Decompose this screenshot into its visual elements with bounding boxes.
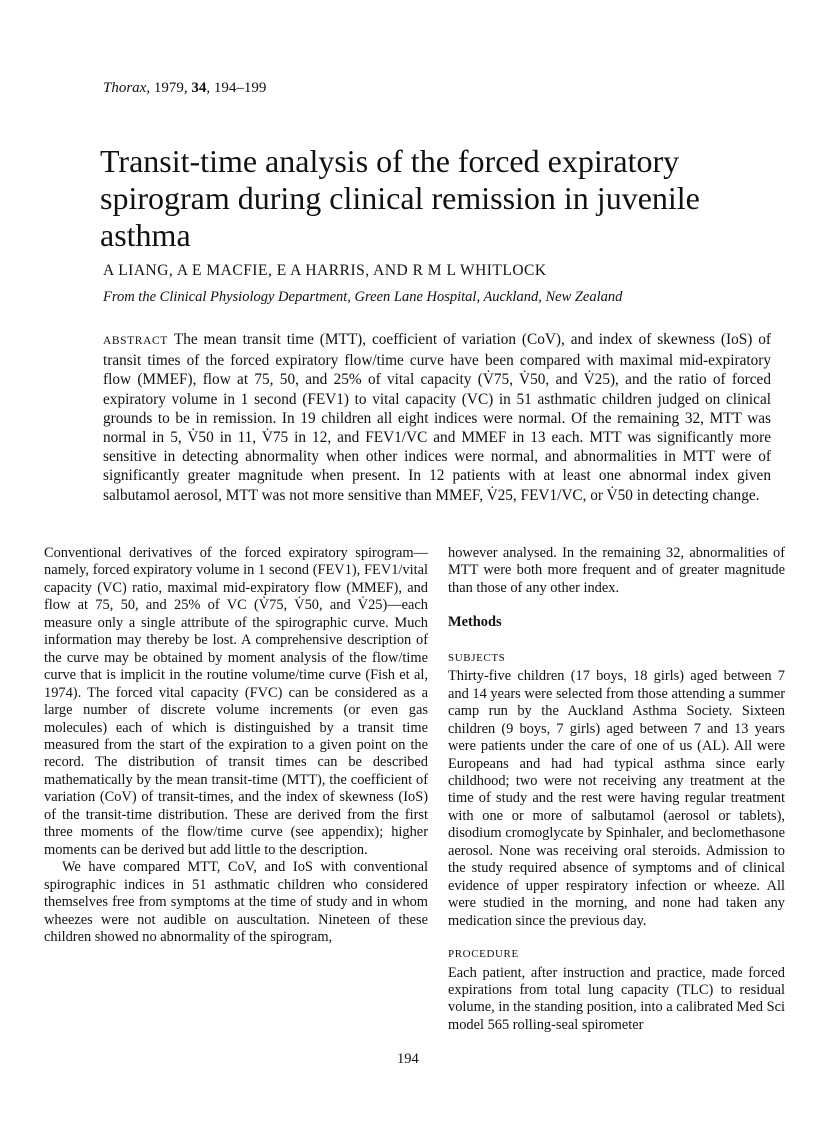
right-column <box>448 545 785 1034</box>
intro-paragraph-3: however analysed. In the remaining 32, abnormalities of MTT were both more frequent and of greater magnitude than those of any other index. <box>448 545 785 596</box>
abstract-text: The mean transit time (MTT), coefficient of variation (CoV), and index of skewness (IoS) of transit times of the forced expiratory flow/time curve have been compared with maximal mid-expiratory flow (MMEF), flow at 75, 50, and 25% of vital capacity (V̇75, V̇50, and V̇25), and the ratio of forced expiratory volume in 1 second (FEV1) to vital capacity (VC) in 51 asthmatic children judged on clinical grounds to be in remission. In 19 children all eight indices were normal. Of the remaining 32, MTT was normal in 5, V̇50 in 11, V̇75 in 12, and FEV1/VC and MMEF in 13 each. MTT was significantly more sensitive in detecting abnormality when other indices were normal, and abnormalities in MTT were of significantly greater magnitude when present. In 12 patients with at least one abnormal index given salbutamol aerosol, MTT was not more sensitive than MMEF, V̇25, FEV1/VC, or V̇50 in detecting change. <box>103 331 771 504</box>
intro-paragraph-1: Conventional derivatives of the forced expiratory spirogram—namely, forced expiratory volume in 1 second (FEV1), FEV1/vital capacity (VC) ratio, maximal mid-expiratory flow (MMEF), and flow at 75, 50, and 25% of VC (V̇75, V̇50, and V̇25)—each measure only a single attribute of the spirographic curve. Much information may thereby be lost. A comprehensive description of the curve may be obtained by moment analysis of the flow/time curve that is implicit in the routine volume/time curve (Fish et al, 1974). The forced vital capacity (FVC) can be considered as a large number of discrete volume increments (or even gas molecules) each of which is distinguished by a transit time measured from the start of the expiration to a given point on the record. The distribution of transit times can be described mathematically by the mean transit-time (MTT), the coefficient of variation (CoV) of transit-times, and the index of skewness (IoS) of the transit-time distribution. These are derived from the first three moments of the flow/time curve (see appendix); higher moments can be derived but add little to the description. <box>44 545 428 858</box>
author-list: A LIANG, A E MACFIE, E A HARRIS, AND R M L WHITLOCK <box>103 262 547 279</box>
subjects-paragraph: Thirty-five children (17 boys, 18 girls) aged between 7 and 14 years were selected from those attending a summer camp run by the Auckland Asthma Society. Sixteen children (9 boys, 7 girls) aged between 7 and 13 years were patients under the care of one of us (AL). All were Europeans and had had typical asthma since early childhood; two were not receiving any treatment at the time of study and the rest were having regular treatment with one or more of salbutamol (aerosol or tablets), disodium cromoglycate by Spinhaler, and beclomethasone aerosol. None was receiving oral steroids. Admission to the study required absence of symptoms and of clinical evidence of upper respiratory infection or wheeze. All were studied in the morning, and none had taken any medication since the previous day. <box>448 668 785 929</box>
affiliation: From the Clinical Physiology Department, Green Lane Hospital, Auckland, New Zealand <box>103 289 623 305</box>
procedure-heading: PROCEDURE <box>448 948 519 961</box>
journal-name: Thorax <box>103 80 147 96</box>
citation-volume: 34 <box>191 80 207 96</box>
intro-paragraph-2: We have compared MTT, CoV, and IoS with conventional spirographic indices in 51 asthmatic children who considered themselves free from symptoms at the time of study and in whom wheezes were not audible on auscultation. Nineteen of these children showed no abnormality of the spirogram, <box>44 859 428 945</box>
citation-pages: , 194–199 <box>206 80 267 96</box>
article-title: Transit-time analysis of the forced expiratory spirogram during clinical remission in juvenile asthma <box>100 143 700 253</box>
abstract <box>103 330 771 505</box>
abstract-label: ABSTRACT <box>103 335 168 347</box>
subjects-heading: SUBJECTS <box>448 651 506 664</box>
procedure-paragraph: Each patient, after instruction and practice, made forced expirations from total lung capacity (TLC) to residual volume, in the standing position, into a calibrated Med Sci model 565 rolling-seal spirometer <box>448 964 785 1033</box>
page-number: 194 <box>397 1051 419 1067</box>
citation-year: , 1979, <box>146 80 192 96</box>
journal-citation <box>103 80 266 97</box>
methods-heading: Methods <box>448 614 502 631</box>
left-column <box>44 545 428 946</box>
